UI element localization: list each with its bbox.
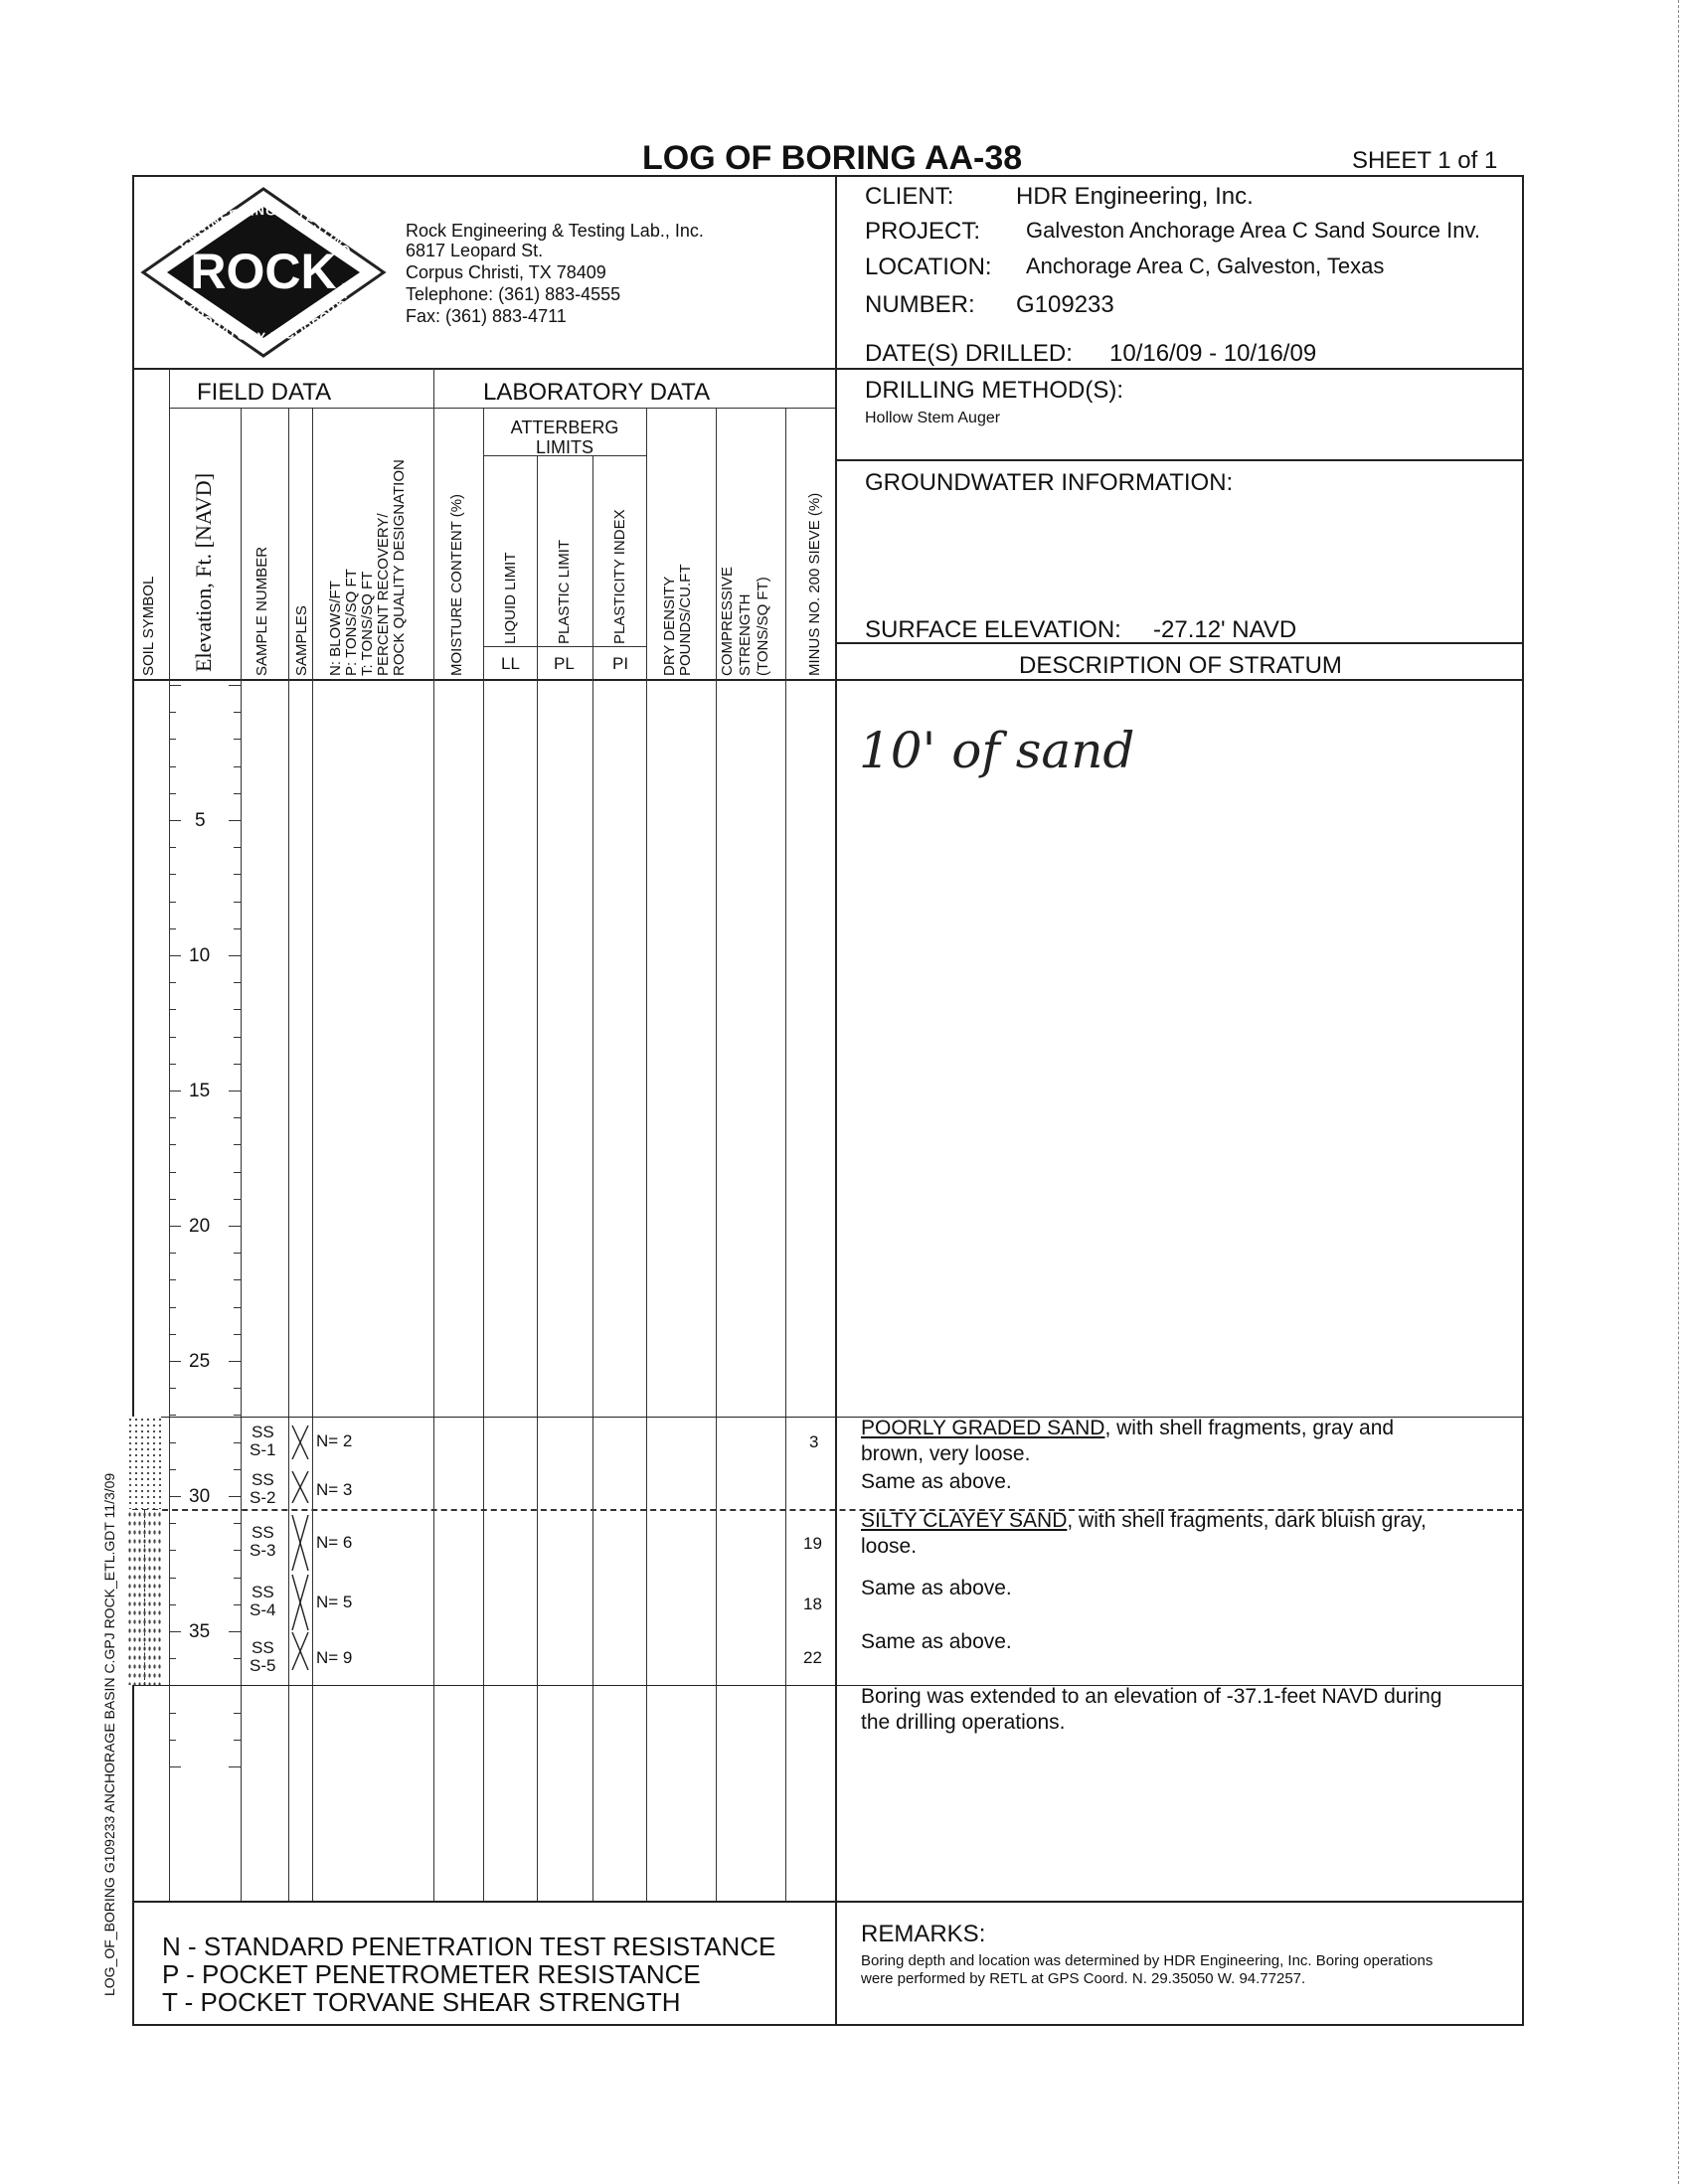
scale-tick	[234, 1469, 241, 1470]
stratum-description	[861, 1417, 1394, 1440]
scale-tick	[229, 955, 241, 956]
scale-tick	[169, 820, 181, 821]
elevation-header: Elevation, Ft. [NAVD]	[191, 472, 216, 672]
description-header: DESCRIPTION OF STRATUM	[1019, 652, 1342, 679]
moisture-header: MOISTURE CONTENT (%)	[448, 493, 465, 676]
number-value: G109233	[1016, 291, 1114, 318]
sample-id: S-2	[250, 1488, 276, 1507]
elevation-tick: 30	[189, 1486, 211, 1507]
stratum-description: Same as above.	[861, 1630, 1012, 1653]
scale-tick	[229, 1361, 241, 1362]
company-fax: Fax: (361) 883-4711	[406, 306, 567, 326]
scale-tick	[234, 793, 241, 794]
field-data-header: FIELD DATA	[197, 379, 332, 406]
scale-tick	[229, 1631, 241, 1632]
plasticity-index-header: PLASTICITY INDEX	[611, 509, 628, 644]
scale-tick	[169, 1253, 176, 1254]
company-address: 6817 Leopard St.	[406, 241, 544, 260]
scale-tick	[234, 1064, 241, 1065]
compressive-header-3: (TONS/SQ FT)	[755, 577, 771, 676]
scale-tick	[169, 847, 176, 848]
remarks-line1: Boring depth and location was determined by HDR Engineering, Inc. Boring operations	[861, 1952, 1434, 1969]
logo-word: ROCK	[190, 244, 337, 299]
scale-tick	[234, 982, 241, 983]
scale-tick	[169, 1144, 176, 1145]
elevation-tick: 10	[189, 945, 211, 966]
scale-tick	[234, 1117, 241, 1118]
file-path-label: LOG_OF_BORING G109233 ANCHORAGE BASIN C.GPJ ROCK_ETL.GDT 11/3/09	[101, 1472, 117, 1996]
pl-header: PL	[554, 654, 575, 673]
stratum-name: SILTY CLAYEY SAND	[861, 1509, 1068, 1532]
scale-tick	[234, 874, 241, 875]
scale-tick	[234, 1307, 241, 1308]
logo-ring-top: ENGINEERING & TESTING	[176, 203, 355, 259]
sample-id: S-4	[250, 1600, 276, 1619]
scale-tick	[234, 1388, 241, 1389]
scale-tick	[169, 902, 176, 903]
soil-symbol-sand	[127, 1417, 161, 1509]
scale-tick	[229, 820, 241, 821]
scale-tick	[169, 1766, 181, 1767]
sample-marker	[290, 1471, 310, 1503]
dates-value: 10/16/09 - 10/16/09	[1109, 340, 1317, 367]
scale-tick	[229, 685, 241, 686]
elevation-tick: 20	[189, 1216, 211, 1237]
project-value: Galveston Anchorage Area C Sand Source Inv.	[1026, 218, 1480, 243]
atterberg-header: ATTERBERG LIMITS	[510, 418, 619, 457]
stratum-description-line2: loose.	[861, 1535, 918, 1558]
scale-tick	[234, 1604, 241, 1605]
stratum-detail: , with shell fragments, dark bluish gray,	[1067, 1509, 1427, 1532]
scale-tick	[234, 1172, 241, 1173]
stratum-description	[861, 1509, 1427, 1533]
scale-tick	[169, 1199, 176, 1200]
client-value: HDR Engineering, Inc.	[1016, 183, 1254, 210]
legend-p: P - POCKET PENETROMETER RESISTANCE	[162, 1959, 701, 1989]
stratum-description: Same as above.	[861, 1470, 1012, 1493]
scale-tick	[234, 1144, 241, 1145]
elevation-tick: 5	[195, 810, 206, 831]
scale-tick	[234, 1009, 241, 1010]
scale-tick	[169, 1172, 176, 1173]
scale-tick	[169, 1740, 176, 1741]
scale-tick	[169, 955, 181, 956]
stratum-description: Same as above.	[861, 1577, 1012, 1599]
scale-tick	[234, 847, 241, 848]
liquid-limit-header: LIQUID LIMIT	[502, 552, 519, 644]
stratum-name: POORLY GRADED SAND	[861, 1417, 1105, 1439]
pi-header: PI	[612, 654, 629, 673]
sample-marker	[290, 1426, 310, 1459]
scale-tick	[234, 1253, 241, 1254]
location-value: Anchorage Area C, Galveston, Texas	[1026, 253, 1385, 278]
scale-tick	[169, 982, 176, 983]
project-label: PROJECT:	[865, 218, 981, 245]
minus200-header: MINUS NO. 200 SIEVE (%)	[806, 492, 823, 676]
stratum-detail: , with shell fragments, gray and	[1104, 1417, 1395, 1439]
scale-tick	[229, 1766, 241, 1767]
scale-tick	[169, 1631, 181, 1632]
scale-tick	[169, 1578, 176, 1579]
scale-tick	[229, 1496, 241, 1497]
scale-tick	[234, 1523, 241, 1524]
compressive-header-1: COMPRESSIVE	[719, 566, 736, 676]
sample-marker	[290, 1632, 310, 1670]
scale-tick	[234, 712, 241, 713]
scale-tick	[169, 739, 176, 740]
groundwater-label: GROUNDWATER INFORMATION:	[865, 469, 1234, 496]
scale-tick	[234, 739, 241, 740]
scale-tick	[169, 766, 176, 767]
scale-tick	[169, 1361, 181, 1362]
sample-marker	[290, 1515, 310, 1571]
scale-tick	[169, 712, 176, 713]
elevation-tick: 35	[189, 1621, 211, 1642]
legend-t: T - POCKET TORVANE SHEAR STRENGTH	[162, 1987, 681, 2017]
scale-tick	[234, 1037, 241, 1038]
laboratory-data-header: LABORATORY DATA	[483, 379, 711, 406]
scale-tick	[234, 1713, 241, 1714]
sample-type: SS	[252, 1583, 274, 1601]
scale-tick	[169, 874, 176, 875]
scale-tick	[169, 1550, 176, 1551]
scale-tick	[169, 1523, 176, 1524]
scale-tick	[234, 1279, 241, 1280]
blows-header-3: T: TONS/SQ FT	[359, 571, 376, 676]
samples-header: SAMPLES	[293, 605, 310, 676]
blows-header-5: ROCK QUALITY DESIGNATION	[391, 459, 408, 676]
scale-tick	[234, 1578, 241, 1579]
remarks-label: REMARKS:	[861, 1921, 986, 1947]
scale-tick	[169, 685, 181, 686]
drilling-method-value: Hollow Stem Auger	[865, 410, 1001, 426]
sample-type: SS	[252, 1470, 274, 1489]
scale-tick	[169, 1604, 176, 1605]
scale-tick	[169, 1091, 181, 1092]
scale-tick	[169, 1307, 176, 1308]
surface-elevation-value: -27.12' NAVD	[1153, 616, 1297, 643]
scale-tick	[234, 1658, 241, 1659]
company-telephone: Telephone: (361) 883-4555	[406, 284, 621, 304]
sample-minus200: 3	[809, 1432, 819, 1451]
scale-tick	[169, 1334, 176, 1335]
sample-n-value: N= 6	[316, 1533, 353, 1552]
scale-tick	[169, 1117, 176, 1118]
scale-tick	[169, 1469, 176, 1470]
scale-tick	[169, 1009, 176, 1010]
sample-id: S-3	[250, 1541, 276, 1560]
scale-tick	[234, 766, 241, 767]
legend-n: N - STANDARD PENETRATION TEST RESISTANCE	[162, 1932, 776, 1961]
scale-tick	[234, 1415, 241, 1416]
dry-density-header-2: POUNDS/CU.FT	[677, 564, 694, 676]
elevation-tick: 15	[189, 1081, 211, 1101]
scale-tick	[169, 1064, 176, 1065]
blows-header-2: P: TONS/SQ FT	[343, 569, 360, 676]
end-note-line1: Boring was extended to an elevation of -37.1-feet NAVD during	[861, 1685, 1442, 1708]
sample-id: S-5	[250, 1656, 276, 1675]
scale-tick	[169, 793, 176, 794]
number-label: NUMBER:	[865, 291, 975, 318]
sample-id: S-1	[250, 1440, 276, 1459]
ll-header: LL	[501, 654, 520, 673]
logo-ring-bottom: LABORATORY INCORPORATE	[178, 280, 355, 345]
surface-elevation-label: SURFACE ELEVATION:	[865, 616, 1121, 643]
scale-tick	[229, 1091, 241, 1092]
sample-number-header: SAMPLE NUMBER	[253, 546, 270, 676]
scale-tick	[169, 1713, 176, 1714]
sample-type: SS	[252, 1423, 274, 1441]
sample-minus200: 22	[803, 1648, 822, 1667]
plastic-limit-header: PLASTIC LIMIT	[556, 539, 573, 644]
scale-tick	[169, 1658, 176, 1659]
scale-tick	[169, 1037, 176, 1038]
scale-tick	[234, 1550, 241, 1551]
sample-n-value: N= 3	[316, 1480, 353, 1499]
scale-tick	[169, 1279, 176, 1280]
sample-n-value: N= 9	[316, 1648, 353, 1667]
scale-tick	[234, 928, 241, 929]
remarks-line2: were performed by RETL at GPS Coord. N. 29.35050 W. 94.77257.	[861, 1970, 1306, 1987]
sample-marker	[290, 1575, 310, 1630]
scale-tick	[169, 1442, 176, 1443]
scale-tick	[234, 1442, 241, 1443]
scale-tick	[234, 902, 241, 903]
soil-symbol-header: SOIL SYMBOL	[140, 576, 157, 676]
location-label: LOCATION:	[865, 253, 992, 280]
sample-n-value: N= 5	[316, 1593, 353, 1611]
dry-density-header-1: DRY DENSITY	[661, 576, 678, 676]
scale-tick	[234, 1199, 241, 1200]
drilling-method-label: DRILLING METHOD(S):	[865, 377, 1124, 404]
scale-tick	[169, 1388, 176, 1389]
scale-tick	[169, 1496, 181, 1497]
sheet-number: SHEET 1 of 1	[1352, 147, 1498, 174]
scale-tick	[234, 1334, 241, 1335]
company-name: Rock Engineering & Testing Lab., Inc.	[406, 221, 704, 241]
handwritten-note: 10' of sand	[859, 722, 1135, 779]
dates-label: DATE(S) DRILLED:	[865, 340, 1073, 367]
company-logo	[139, 185, 388, 360]
end-note-line2: the drilling operations.	[861, 1711, 1066, 1734]
sample-type: SS	[252, 1523, 274, 1542]
sample-minus200: 19	[803, 1534, 822, 1553]
sample-type: SS	[252, 1638, 274, 1657]
scale-tick	[169, 928, 176, 929]
blows-header-4: PERCENT RECOVERY/	[375, 513, 392, 676]
scale-tick	[234, 1740, 241, 1741]
sample-minus200: 18	[803, 1595, 822, 1613]
page-title: LOG OF BORING AA-38	[642, 139, 1023, 177]
compressive-header-2: STRENGTH	[737, 593, 754, 676]
company-city: Corpus Christi, TX 78409	[406, 262, 606, 282]
sample-n-value: N= 2	[316, 1431, 353, 1450]
blows-header-1: N: BLOWS/FT	[327, 581, 344, 676]
scale-tick	[169, 1415, 176, 1416]
elevation-tick: 25	[189, 1351, 211, 1372]
scale-tick	[229, 1226, 241, 1227]
client-label: CLIENT:	[865, 183, 954, 210]
scale-tick	[169, 1226, 181, 1227]
stratum-description-line2: brown, very loose.	[861, 1442, 1031, 1465]
